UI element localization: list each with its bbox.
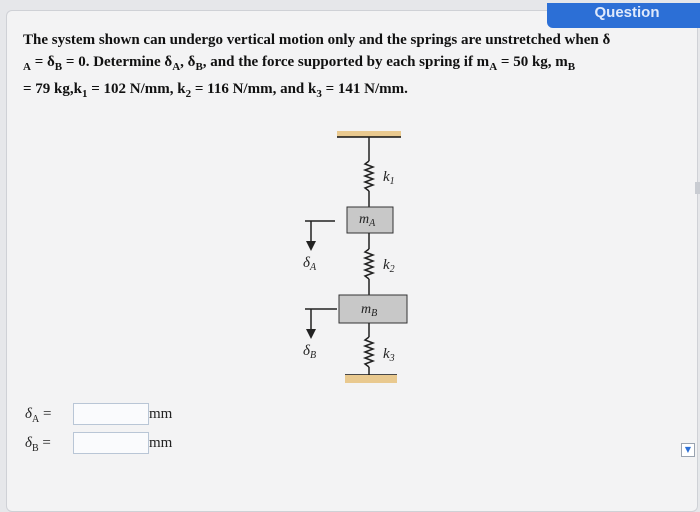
question-tab[interactable]: Question [547, 3, 700, 28]
mass-a-label: $m_A$ [359, 212, 376, 229]
k1-label: $k_1$ [383, 169, 395, 187]
delta-b-label: $\delta_B$ [303, 343, 317, 361]
question-card [6, 4, 698, 512]
answer-row-delta-b: $\delta_B$ = mm [25, 435, 225, 455]
delta-a-unit: mm [149, 406, 173, 422]
problem-statement: The system shown can undergo vertical motion only and the springs are unstretched when δ $_A = \delta_B = 0$. Determine $\delta_A$, $\delta_B$, and the force supported by each spring if $m_A = 50$ kg, $m_B$ = 79 $kg,k_1 = 102$ N/mm, $k_2 = 116$ N/mm, and $k_3 = 141$ N/mm. [23, 32, 611, 100]
delta-b-unit: mm [149, 435, 173, 451]
spring-k1 [365, 161, 373, 191]
k2-label: $k_2$ [383, 257, 395, 275]
spring-mass-diagram [287, 131, 447, 391]
k3-label: $k_3$ [383, 346, 395, 364]
spring-k3 [365, 337, 373, 367]
mass-b-label: $m_B$ [361, 302, 378, 319]
delta-b-arrow [306, 329, 316, 339]
delta-a-input[interactable] [73, 403, 149, 425]
side-scroll-handle[interactable] [695, 182, 700, 194]
top-support [337, 131, 401, 137]
delta-a-label: $\delta_A$ [303, 255, 317, 273]
bottom-support [345, 375, 397, 383]
answer-row-delta-a: $\delta_A$ = mm [25, 406, 225, 426]
problem-line-1: The system shown can undergo vertical motion only and the springs are unstretched when δ [23, 32, 611, 48]
spring-k2 [365, 249, 373, 279]
delta-b-input[interactable] [73, 432, 149, 454]
scroll-down-icon[interactable]: ▼ [681, 443, 695, 457]
delta-a-arrow [306, 241, 316, 251]
